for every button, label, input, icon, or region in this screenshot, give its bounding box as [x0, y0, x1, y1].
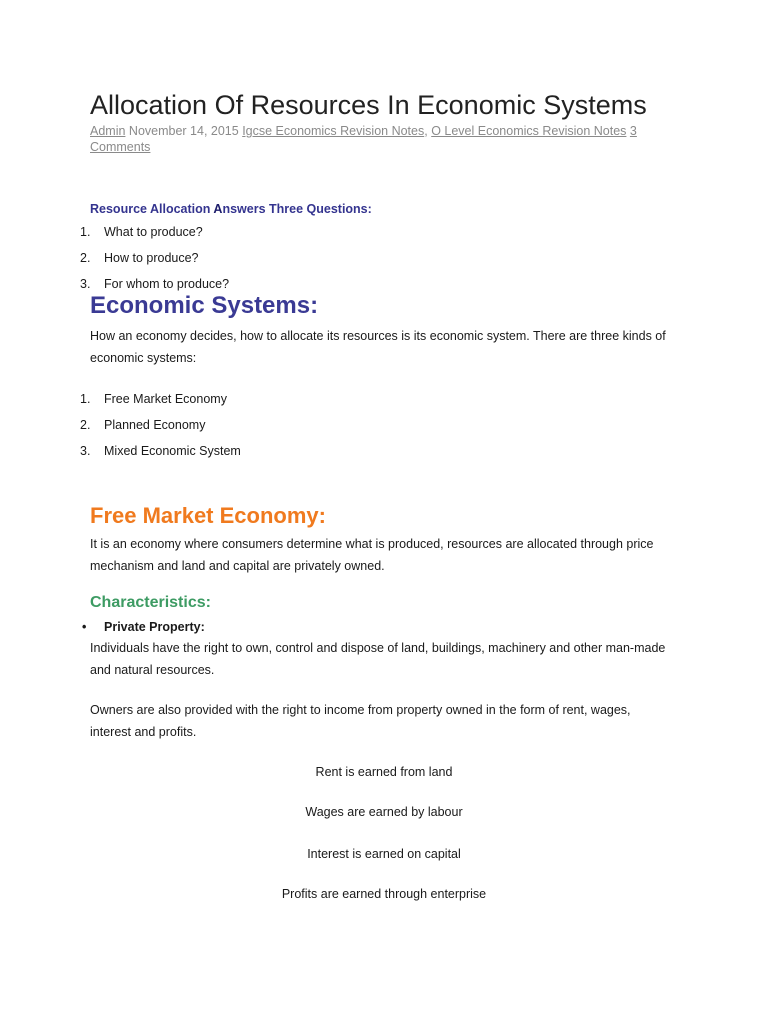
economic-systems-intro: How an economy decides, how to allocate its resources is its economic system. There are three kinds of economic systems: — [90, 329, 666, 365]
list-item-text: What to produce? — [104, 225, 203, 239]
economic-systems-heading: Economic Systems: — [90, 292, 319, 319]
list-number: 1. — [80, 392, 91, 406]
list-number: 1. — [80, 225, 91, 239]
list-number: 3. — [80, 444, 91, 458]
category-link-olevel[interactable]: O Level Economics Revision Notes — [431, 124, 627, 138]
list-item-text: How to produce? — [104, 251, 199, 265]
characteristics-heading: Characteristics: — [90, 594, 211, 611]
list-item-text: Private Property: — [104, 620, 205, 634]
list-item-text: For whom to produce? — [104, 277, 230, 291]
questions-heading-part1: Resource Allocation — [90, 202, 214, 216]
questions-heading-cap: A — [213, 202, 223, 216]
author-link[interactable]: Admin — [90, 124, 126, 138]
free-market-definition: It is an economy where consumers determine what is produced, resources are allocated through price mechanism and land and capital are privately owned. — [90, 537, 654, 573]
list-number: 3. — [80, 277, 91, 291]
list-number: 2. — [80, 251, 91, 265]
income-line-interest: Interest is earned on capital — [307, 847, 461, 861]
list-item-text: Mixed Economic System — [104, 444, 241, 458]
income-line-rent: Rent is earned from land — [315, 765, 453, 779]
income-line-wages: Wages are earned by labour — [305, 805, 463, 819]
economic-systems-list — [80, 391, 241, 469]
page-title: Allocation Of Resources In Economic Systems — [90, 90, 647, 120]
questions-list — [80, 224, 229, 302]
list-item — [80, 443, 241, 469]
list-item-text: Planned Economy — [104, 418, 206, 432]
questions-heading — [90, 202, 372, 216]
list-item — [80, 619, 205, 635]
list-item — [80, 250, 229, 276]
free-market-heading: Free Market Economy: — [90, 503, 326, 528]
category-link-igcse[interactable]: Igcse Economics Revision Notes — [242, 124, 425, 138]
list-number: 2. — [80, 418, 91, 432]
questions-heading-part2: nswers Three Questions: — [222, 202, 372, 216]
characteristics-list — [80, 619, 205, 635]
owners-income-text: Owners are also provided with the right to income from property owned in the form of rent, wages, interest and profits. — [90, 703, 631, 739]
list-item — [80, 417, 241, 443]
post-date: November 14, 2015 — [128, 124, 239, 138]
category-separator: , — [424, 124, 428, 138]
list-item — [80, 391, 241, 417]
comments-link[interactable]: 3 Comments — [90, 124, 637, 154]
private-property-text: Individuals have the right to own, control and dispose of land, buildings, machinery and other man-made and natural resources. — [90, 641, 666, 677]
list-item — [80, 224, 229, 250]
post-meta — [90, 123, 650, 155]
income-line-profits: Profits are earned through enterprise — [281, 887, 487, 901]
list-item-text: Free Market Economy — [104, 392, 227, 406]
bullet-icon: • — [82, 620, 87, 634]
